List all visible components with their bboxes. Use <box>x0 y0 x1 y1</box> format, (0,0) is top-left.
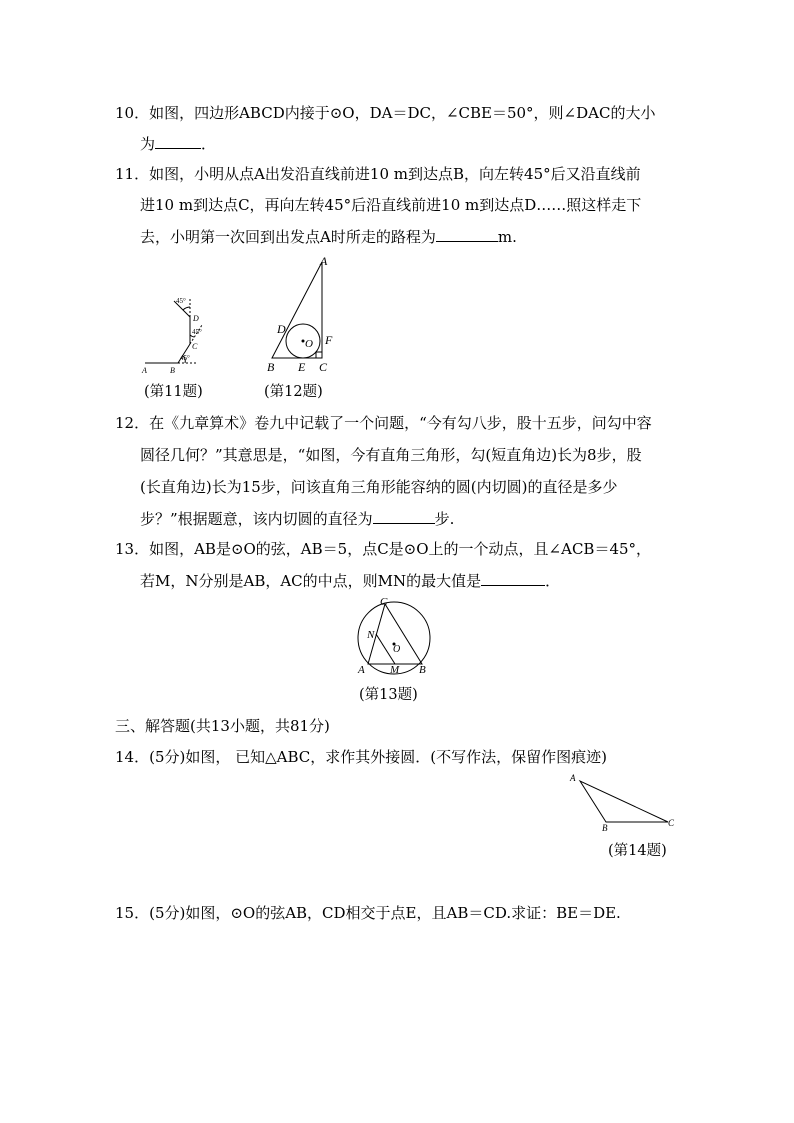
figure-12 <box>262 252 342 377</box>
q12-line4-pre: 步？”根据题意，该内切圆的直径为 <box>140 510 373 528</box>
fig13-label-a: A <box>358 664 365 676</box>
q13-line1: 13．如图，AB是⊙O的弦，AB＝5，点C是⊙O上的一个动点，且∠ACB＝45°， <box>115 540 652 558</box>
fig12-label-a: A <box>320 254 328 268</box>
q12-answer-blank <box>373 508 435 524</box>
q10-line2-pre: 为 <box>140 135 156 153</box>
q13-line2-post: ． <box>545 572 561 590</box>
fig14-caption: (第14题) <box>608 843 667 859</box>
fig12-label-f: F <box>325 333 333 347</box>
q10-line2-post: ． <box>201 135 217 153</box>
fig11-label-d: D <box>193 314 199 323</box>
q13-line2-pre: 若M，N分别是AB，AC的中点，则MN的最大值是 <box>140 572 482 590</box>
fig12-label-d: D <box>277 322 286 336</box>
fig13-label-b: B <box>419 664 426 676</box>
figure-13 <box>355 594 435 679</box>
fig11-label-ang2: 45° <box>192 328 202 336</box>
fig12-caption: (第12题) <box>264 384 323 400</box>
fig12-label-e: E <box>298 360 306 374</box>
fig11-label-ang3: 45° <box>176 297 186 305</box>
fig13-label-o: O <box>393 644 401 655</box>
fig13-label-c: C <box>380 596 388 608</box>
fig12-label-b: B <box>267 360 275 374</box>
fig11-label-b: B <box>170 366 175 375</box>
fig11-label-ang1: 45° <box>180 354 190 362</box>
fig14-label-a: A <box>570 773 576 783</box>
fig14-label-b: B <box>602 823 608 833</box>
fig11-label-c: C <box>192 342 198 351</box>
fig13-label-n: N <box>367 629 375 641</box>
q11-line3-pre: 去，小明第一次回到出发点A时所走的路程为 <box>140 228 436 246</box>
figure-11 <box>130 285 230 380</box>
fig11-caption: (第11题) <box>144 384 203 400</box>
q13-answer-blank <box>481 570 545 586</box>
q15-line1: 15．(5分)如图，⊙O的弦AB，CD相交于点E，且AB＝CD.求证：BE＝DE. <box>115 904 621 922</box>
q12-line4-post: 步. <box>434 510 455 528</box>
fig11-label-a: A <box>142 366 147 375</box>
q12-line1: 12．在《九章算术》卷九中记载了一个问题，“今有勾八步，股十五步，问勾中容 <box>115 414 652 432</box>
q11-line3 <box>140 226 517 247</box>
fig13-caption: (第13题) <box>359 687 418 703</box>
q10-line2 <box>140 133 216 154</box>
q11-line2: 进10 m到达点C，再向左转45°后沿直线前进10 m到达点D……照这样走下 <box>140 196 642 214</box>
q11-answer-blank <box>436 226 498 242</box>
q13-line2 <box>140 570 560 591</box>
q12-line3: (长直角边)长为15步，问该直角三角形能容纳的圆(内切圆)的直径是多少 <box>140 478 618 496</box>
fig12-label-o: O <box>305 338 313 350</box>
figure-14 <box>568 772 678 832</box>
section3-title: 三、解答题(共13小题，共81分) <box>115 717 330 735</box>
q11-line1: 11．如图，小明从点A出发沿直线前进10 m到达点B，向左转45°后又沿直线前 <box>115 165 641 183</box>
q11-line3-post: m. <box>497 228 517 246</box>
q12-line2: 圆径几何？”其意思是，“如图，今有直角三角形，勾(短直角边)长为8步，股 <box>140 446 642 464</box>
fig14-label-c: C <box>668 818 675 828</box>
fig12-label-c: C <box>319 360 328 374</box>
q14-line1: 14．(5分)如图， 已知△ABC，求作其外接圆．(不写作法，保留作图痕迹) <box>115 748 607 766</box>
fig13-label-m: M <box>390 664 400 676</box>
q10-line1: 10．如图，四边形ABCD内接于⊙O，DA＝DC，∠CBE＝50°，则∠DAC的大小 <box>115 104 656 122</box>
q12-line4 <box>140 508 454 529</box>
q10-answer-blank <box>155 133 201 149</box>
